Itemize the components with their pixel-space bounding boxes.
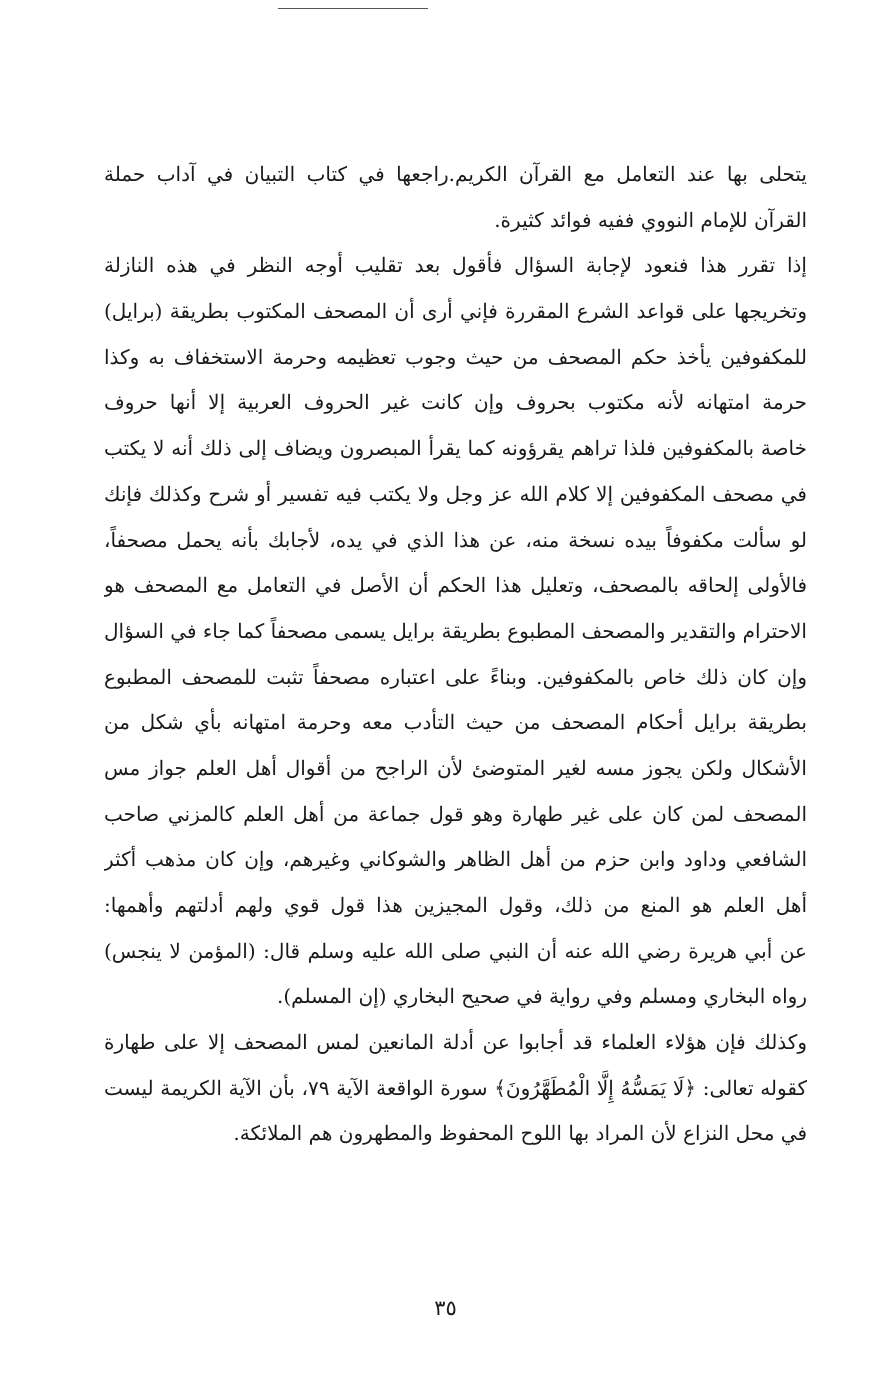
text-line: في محل النزاع لأن المراد بها اللوح المحفوظ والمطهرون هم الملائكة. — [233, 1121, 807, 1146]
text-line: رواه البخاري ومسلم وفي رواية في صحيح البخاري (إن المسلم). — [276, 984, 807, 1009]
body-text — [104, 152, 807, 1157]
text-line: كقوله تعالى: ﴿لَا يَمَسُّهُ إِلَّا الْمُطَهَّرُونَ﴾ سورة الواقعة الآية ٧٩، بأن الآية الكريمة ليست — [104, 1075, 807, 1100]
text-line: القرآن للإمام النووي ففيه فوائد كثيرة. — [494, 207, 807, 232]
text-line: أهل العلم هو المنع من ذلك، وقول المجيزين هذا قول قوي ولهم أدلتهم وأهمها: — [104, 893, 807, 917]
text-line: عن أبي هريرة رضي الله عنه أن النبي صلى الله عليه وسلم قال: (المؤمن لا ينجس) — [104, 938, 807, 963]
text-line: الأشكال ولكن يجوز مسه لغير المتوضئ لأن الراجح من أقوال أهل العلم جواز مس — [104, 755, 807, 780]
text-line: للمكفوفين يأخذ حكم المصحف من حيث وجوب تعظيمه وحرمة الاستخفاف به وكذا — [104, 344, 807, 369]
text-line: بطريقة برايل أحكام المصحف من حيث التأدب معه وحرمة امتهانه بأي شكل من — [104, 710, 807, 735]
text-line: وكذلك فإن هؤلاء العلماء قد أجابوا عن أدلة المانعين لمس المصحف إلا على طهارة — [104, 1030, 807, 1055]
text-line: في مصحف المكفوفين إلا كلام الله عز وجل ولا يكتب فيه تفسير أو شرح وكذلك فإنك — [104, 481, 807, 506]
page-number: ٣٥ — [434, 1296, 457, 1320]
text-line: يتحلى بها عند التعامل مع القرآن الكريم.راجعها في كتاب التبيان في آداب حملة — [104, 162, 807, 186]
header-rule — [278, 8, 428, 9]
text-line: لو سألت مكفوفاً بيده نسخة منه، عن هذا الذي في يده، لأجابك بأنه يحمل مصحفاً، — [104, 527, 807, 552]
text-line: خاصة بالمكفوفين فلذا تراهم يقرؤونه كما يقرأ المبصرون ويضاف إلى ذلك أنه لا يكتب — [104, 436, 807, 461]
text-line: وتخريجها على قواعد الشرع المقررة فإني أرى أن المصحف المكتوب بطريقة (برايل) — [104, 299, 807, 324]
text-line: حرمة امتهانه لأنه مكتوب بحروف وإن كانت غير الحروف العربية إلا أنها حروف — [104, 390, 807, 415]
text-line: المصحف لمن كان على غير طهارة وهو قول جماعة من أهل العلم كالمزني صاحب — [104, 801, 807, 826]
text-line: فالأولى إلحاقه بالمصحف، وتعليل هذا الحكم أن الأصل في التعامل مع المصحف هو — [104, 573, 807, 598]
text-line: وإن كان ذلك خاص بالمكفوفين. وبناءً على اعتباره مصحفاً تثبت للمصحف المطبوع — [104, 664, 807, 689]
text-line: الشافعي وداود وابن حزم من أهل الظاهر والشوكاني وغيرهم، وإن كان مذهب أكثر — [104, 847, 807, 872]
text-line: إذا تقرر هذا فنعود لإجابة السؤال فأقول بعد تقليب أوجه النظر في هذه النازلة — [104, 253, 807, 278]
text-line: الاحترام والتقدير والمصحف المطبوع بطريقة برايل يسمى مصحفاً كما جاء في السؤال — [104, 618, 807, 643]
